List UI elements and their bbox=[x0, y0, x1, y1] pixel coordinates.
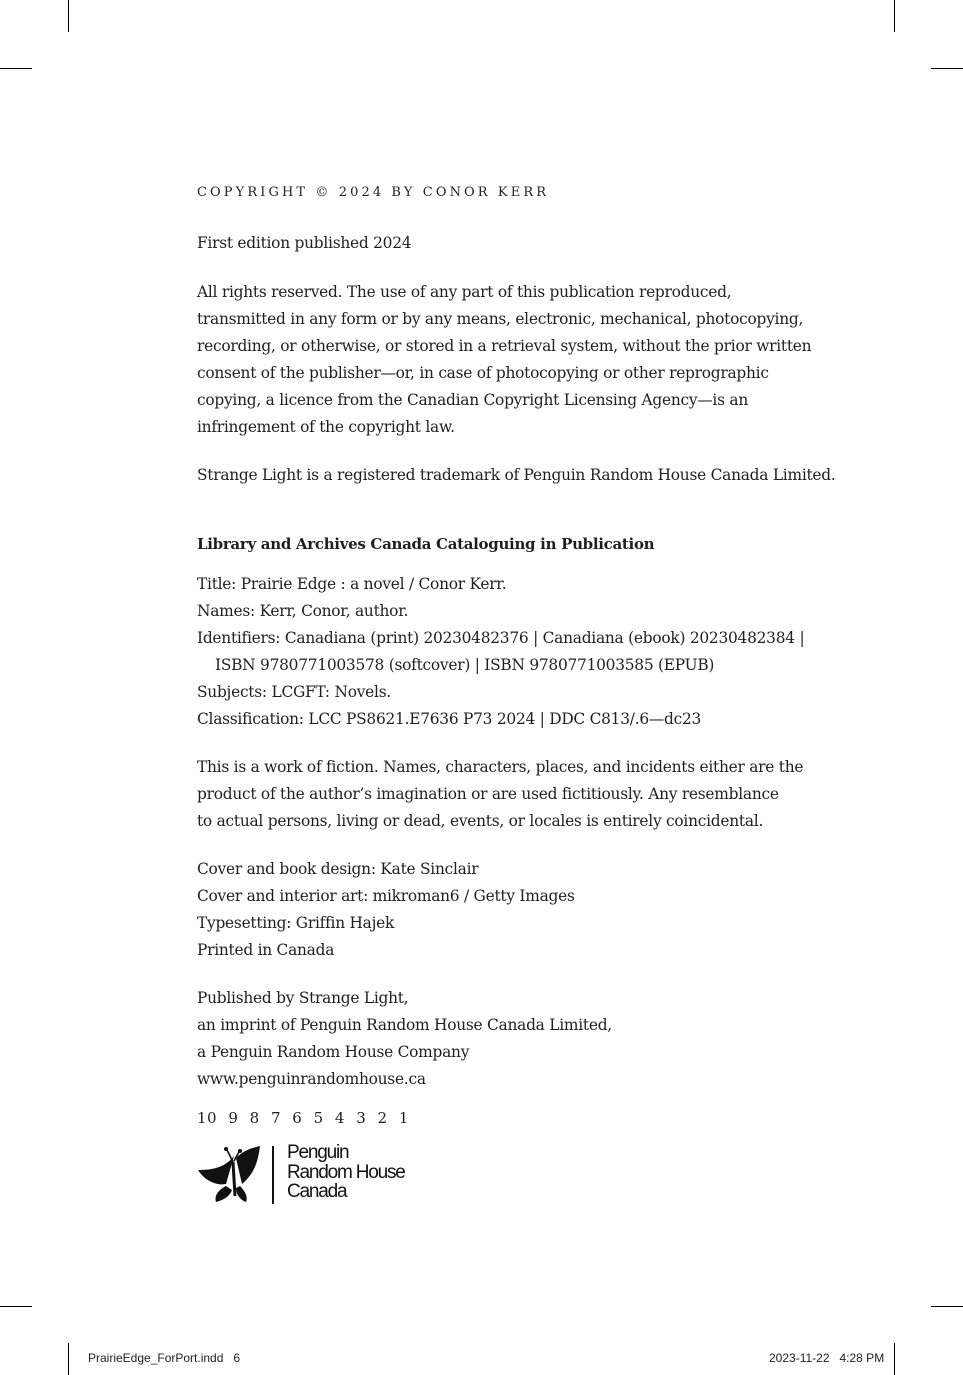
publisher-url: www.penguinrandomhouse.ca bbox=[197, 1070, 426, 1088]
fiction-notice-line: product of the author’s imagination or are used fictitiously. Any resemblance bbox=[197, 785, 779, 803]
crop-mark bbox=[68, 1343, 69, 1375]
cip-names: Names: Kerr, Conor, author. bbox=[197, 602, 409, 620]
crop-mark bbox=[0, 68, 32, 69]
rights-line: recording, or otherwise, or stored in a retrieval system, without the prior written bbox=[197, 337, 812, 355]
rights-line: All rights reserved. The use of any part of this publication reproduced, bbox=[197, 283, 732, 301]
credit-line: Cover and book design: Kate Sinclair bbox=[197, 860, 479, 878]
logo-line: Penguin bbox=[287, 1142, 349, 1163]
logo-line: Canada bbox=[287, 1181, 347, 1202]
fiction-notice-line: to actual persons, living or dead, events, or locales is entirely coincidental. bbox=[197, 812, 764, 830]
cip-classification: Classification: LCC PS8621.E7636 P73 2024 | DDC C813/.6—dc23 bbox=[197, 710, 702, 728]
rights-line: transmitted in any form or by any means, electronic, mechanical, photocopying, bbox=[197, 310, 804, 328]
credit-line: Printed in Canada bbox=[197, 941, 335, 959]
logo-line: Random House bbox=[287, 1161, 405, 1183]
publisher-line: a Penguin Random House Company bbox=[197, 1043, 470, 1061]
footer-file: PrairieEdge_ForPort.indd 6 bbox=[88, 1351, 241, 1365]
cip-subjects: Subjects: LCGFT: Novels. bbox=[197, 683, 391, 701]
cip-identifiers: Identifiers: Canadiana (print) 20230482376 | Canadiana (ebook) 20230482384 | bbox=[197, 629, 805, 647]
crop-mark bbox=[0, 1306, 32, 1307]
crop-mark bbox=[894, 1343, 895, 1375]
credit-line: Cover and interior art: mikroman6 / Getty Images bbox=[197, 887, 575, 905]
rights-line: consent of the publisher—or, in case of photocopying or other reprographic bbox=[197, 364, 769, 382]
publisher-logo bbox=[287, 1143, 405, 1202]
crop-mark bbox=[931, 68, 963, 69]
publisher-line: an imprint of Penguin Random House Canada Limited, bbox=[197, 1016, 612, 1034]
copyright-line: COPYRIGHT © 2024 BY CONOR KERR bbox=[197, 185, 550, 200]
crop-mark bbox=[68, 0, 69, 32]
cip-heading: Library and Archives Canada Cataloguing in Publication bbox=[197, 535, 655, 553]
edition-line: First edition published 2024 bbox=[197, 234, 412, 252]
rights-line: infringement of the copyright law. bbox=[197, 418, 455, 436]
cip-identifiers-isbn: ISBN 9780771003578 (softcover) | ISBN 9780771003585 (EPUB) bbox=[215, 656, 715, 674]
publisher-line: Published by Strange Light, bbox=[197, 989, 409, 1007]
cip-title: Title: Prairie Edge : a novel / Conor Kerr. bbox=[197, 575, 507, 593]
fiction-notice-line: This is a work of fiction. Names, characters, places, and incidents either are the bbox=[197, 758, 804, 776]
crop-mark bbox=[931, 1306, 963, 1307]
footer-timestamp: 2023-11-22 4:28 PM bbox=[769, 1351, 885, 1365]
print-line: 10 9 8 7 6 5 4 3 2 1 bbox=[197, 1109, 409, 1127]
trademark-line: Strange Light is a registered trademark of Penguin Random House Canada Limited. bbox=[197, 466, 836, 484]
rights-line: copying, a licence from the Canadian Copyright Licensing Agency—is an bbox=[197, 391, 748, 409]
crop-mark bbox=[894, 0, 895, 32]
credit-line: Typesetting: Griffin Hajek bbox=[197, 914, 395, 932]
